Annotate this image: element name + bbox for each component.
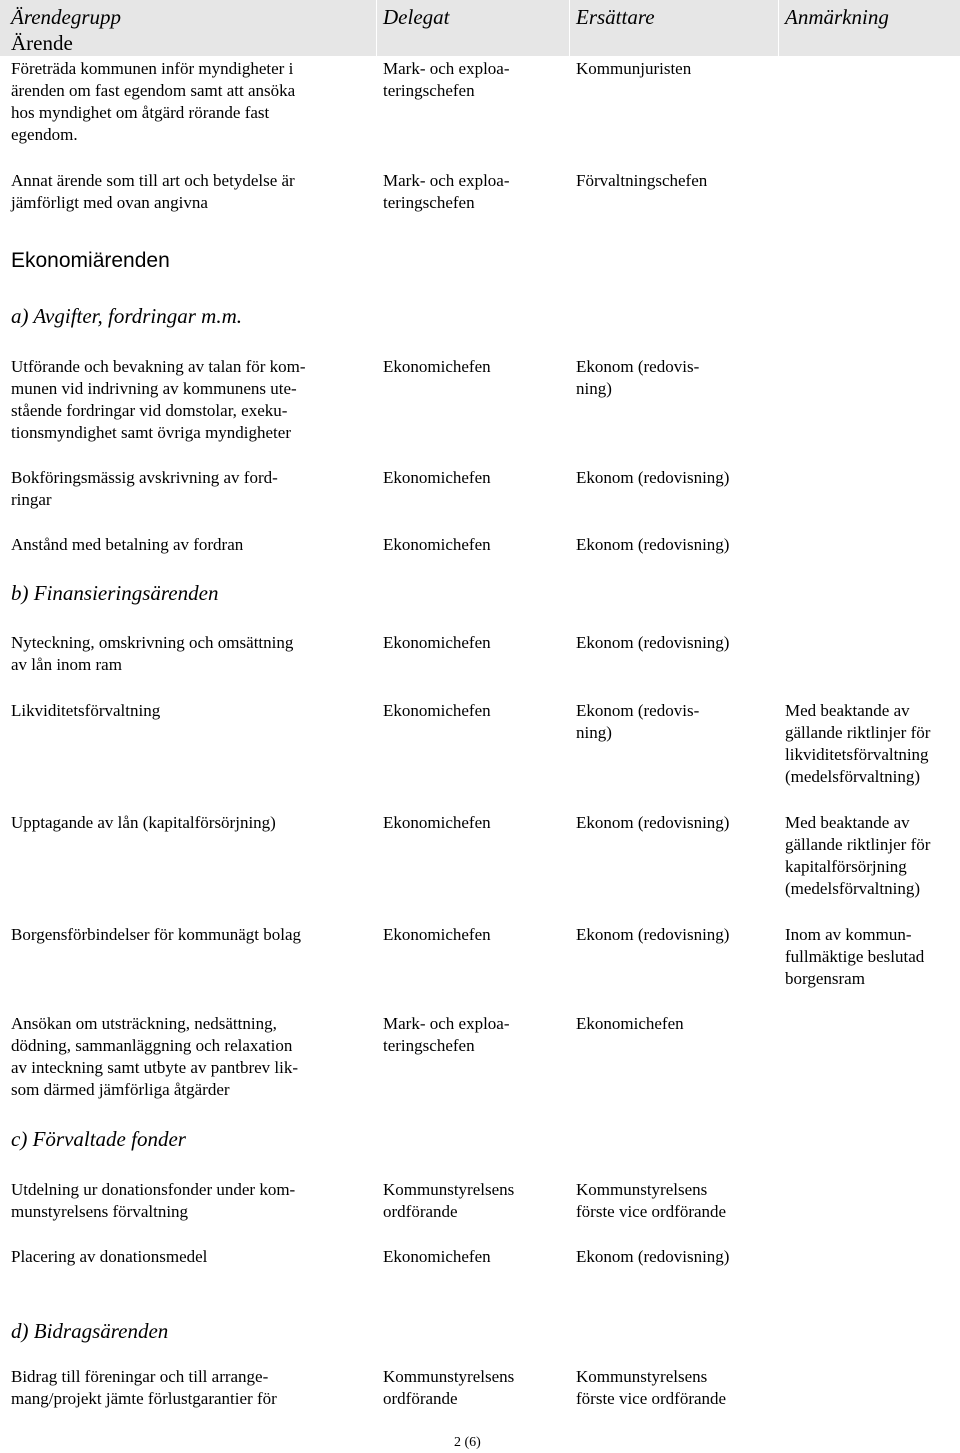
row-delegat: Ekonomichefen [383, 813, 491, 832]
row-arende: Borgensförbindelser för kommunägt bolag [11, 925, 302, 944]
section-ekonomiarenden: Ekonomiärenden [11, 249, 170, 272]
row-delegat: Kommunstyrelsens ordförande [383, 1367, 515, 1408]
row-delegat: Mark- och exploa- teringschefen [383, 171, 510, 212]
row-anmarkning: Inom av kommun- fullmäktige beslutad borgensram [785, 925, 925, 988]
row-delegat: Ekonomichefen [383, 1247, 491, 1266]
row-delegat: Ekonomichefen [383, 535, 491, 554]
column-divider [569, 0, 570, 56]
subsection-d: d) Bidragsärenden [11, 1319, 169, 1343]
row-arende: Bidrag till föreningar och till arrange- mang/projekt jämte förlustgarantier för [11, 1367, 277, 1408]
header-anmarkning: Anmärkning [785, 5, 889, 29]
row-ersattare: Ekonom (redovisning) [576, 1247, 730, 1266]
row-ersattare: Kommunstyrelsens förste vice ordförande [576, 1180, 727, 1221]
subsection-c: c) Förvaltade fonder [11, 1127, 186, 1151]
row-delegat: Ekonomichefen [383, 468, 491, 487]
row-arende: Annat ärende som till art och betydelse är jämförligt med ovan angivna [11, 171, 295, 212]
column-divider [778, 0, 779, 56]
row-arende: Företräda kommunen inför myndigheter i ärenden om fast egendom samt att ansöka hos myndighet om åtgärd rörande fast egendom. [11, 59, 296, 144]
row-delegat: Ekonomichefen [383, 701, 491, 720]
row-anmarkning: Med beaktande av gällande riktlinjer för kapitalförsörjning (medelsförvaltning) [785, 813, 931, 898]
row-ersattare: Ekonom (redovisning) [576, 813, 730, 832]
header-arende: Ärende [11, 31, 73, 55]
row-ersattare: Ekonomichefen [576, 1014, 684, 1033]
row-ersattare: Ekonom (redovisning) [576, 468, 730, 487]
subsection-b: b) Finansieringsärenden [11, 581, 219, 605]
row-arende: Nyteckning, omskrivning och omsättning av lån inom ram [11, 633, 294, 674]
header-delegat: Delegat [383, 5, 450, 29]
row-arende: Utförande och bevakning av talan för kom- munen vid indrivning av kommunens ute- stående fordringar vid domstolar, exeku- tionsmyndighet samt övriga myndigheter [11, 357, 306, 442]
table-header [0, 0, 960, 56]
row-delegat: Mark- och exploa- teringschefen [383, 1014, 510, 1055]
row-delegat: Mark- och exploa- teringschefen [383, 59, 510, 100]
header-arendegrupp: Ärendegrupp [11, 5, 122, 29]
row-ersattare: Ekonom (redovisning) [576, 535, 730, 554]
row-arende: Upptagande av lån (kapitalförsörjning) [11, 813, 276, 832]
row-arende: Utdelning ur donationsfonder under kom- munstyrelsens förvaltning [11, 1180, 296, 1221]
header-ersattare: Ersättare [576, 5, 655, 29]
row-arende: Anstånd med betalning av fordran [11, 535, 244, 554]
row-delegat: Ekonomichefen [383, 925, 491, 944]
row-arende: Bokföringsmässig avskrivning av ford- ringar [11, 468, 278, 509]
page-number: 2 (6) [454, 1435, 481, 1450]
row-ersattare: Ekonom (redovis- ning) [576, 701, 700, 742]
row-arende: Ansökan om utsträckning, nedsättning, dödning, sammanläggning och relaxation av inteckning samt utbyte av pantbrev lik- som därmed jämförliga åtgärder [11, 1014, 299, 1099]
row-ersattare: Ekonom (redovisning) [576, 925, 730, 944]
column-divider [376, 0, 377, 56]
row-arende: Likviditetsförvaltning [11, 701, 161, 720]
row-ersattare: Förvaltningschefen [576, 171, 708, 190]
row-delegat: Kommunstyrelsens ordförande [383, 1180, 515, 1221]
row-ersattare: Kommunstyrelsens förste vice ordförande [576, 1367, 727, 1408]
subsection-a: a) Avgifter, fordringar m.m. [11, 304, 243, 328]
row-ersattare: Ekonom (redovisning) [576, 633, 730, 652]
row-anmarkning: Med beaktande av gällande riktlinjer för likviditetsförvaltning (medelsförvaltning) [785, 701, 931, 786]
row-ersattare: Kommunjuristen [576, 59, 692, 78]
row-delegat: Ekonomichefen [383, 357, 491, 376]
row-delegat: Ekonomichefen [383, 633, 491, 652]
row-arende: Placering av donationsmedel [11, 1247, 208, 1266]
row-ersattare: Ekonom (redovis- ning) [576, 357, 700, 398]
